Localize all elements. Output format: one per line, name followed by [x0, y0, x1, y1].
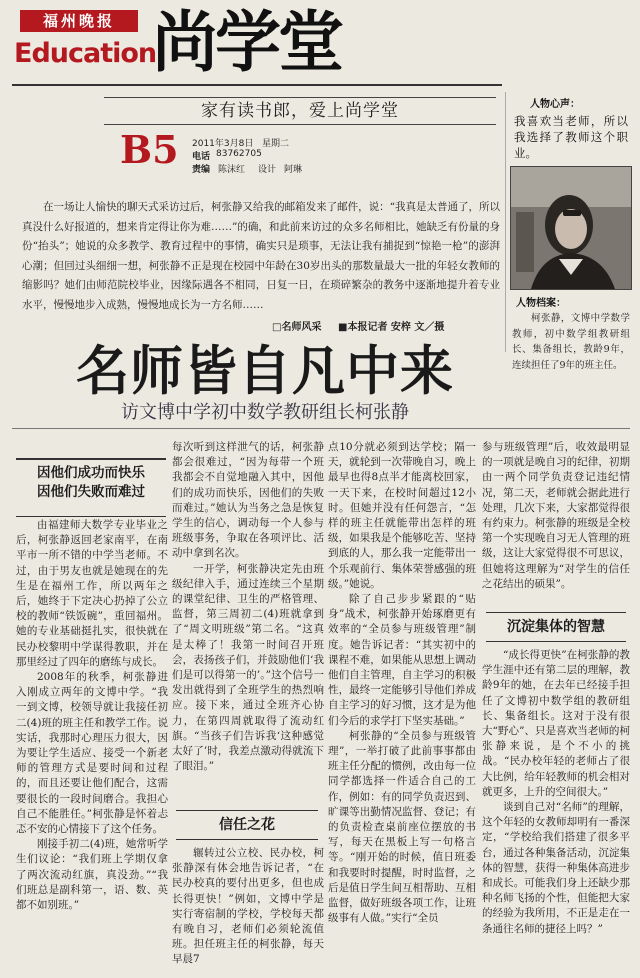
section-title: 尚学堂	[152, 3, 341, 81]
reporter-byline: ■本报记者 安梓 文／摄	[338, 322, 445, 333]
article-column-2b: 辗转过公立校、民办校，柯张静深有体会地告诉记者，“在民办校真的要付出更多，但也成长得更快！”例如，文博中学是实行寄宿制的学校，学校每天都有晚自习，老师们必须轮流值班。担任班主任的柯张静，每天早晨7	[172, 847, 324, 966]
article-column-2: 每次听到这样泄气的话，柯张静都会很难过，“因为每带一个班我都会不自觉地融入其中，因他们的成功而快乐，因他们的失败而难过。”她认为当务之急是恢复学生的信心，调动每一个人参与班级事务，争取在各项评比、活动中拿到名次。 一开学，柯张静决定先由班级纪律入手，通过连续三个星期的课堂纪律、卫生的严格管理、监督，第三周初二(4)班就拿到了“周文明班级”第二名。“这真是太棒了！我第一时间召开班会，表扬孩子们，并鼓励他们‘我们是可以得第一的’。”这个信号一发出就得到了全班学生的热烈响应。接下来，通过全班齐心协力，在第四周就取得了流动红旗。“当孩子们告诉我‘这种感觉太好了’时，我差点激动得就流下了眼泪。”	[172, 441, 324, 773]
section-heading-success: 因他们成功而快乐 因他们失败而难过	[16, 458, 166, 517]
article-column-3: 点10分就必须到达学校；隔一天，就轮到一次带晚自习，晚上最早也得8点半才能离校回家，一天下来，在校时间超过12小时。但她并没有任何怨言，“怎样的班主任就能带出怎样的班级，如果我是个能够吃苦、坚持到底的人，那么我一定能带出一个乐观前行、集体荣誉感强的班级。”她说。 除了自己步步紧跟的“贴身”战术，柯张静开始琢磨更有效率的“全员参与班级管理”制度。她告诉记者：“其实初中的课程不难，如果能从思想上调动他们自主管理，自主学习的积极性，最终一定能够引导他们养成自主学习的好习惯，这才是为他们今后的求学打下坚实基础。” 柯张静的“全员参与班级管理”，一举打破了此前事事都由班主任分配的惯例，改由每一位同学都选择一件适合自己的工作，例如：有的同学负责迟到、旷课等出勤情况监督、登记；有的负责检查桌前座位摆放的书写，每天在黑板上写一句格言等。“刚开始的时候，值日班委和我要时时提醒，时时监督，之后是值日学生间互相帮助、互相监督，做好班级各项工作，让班级事有人做。”实行“全员	[328, 441, 476, 925]
teacher-bio: 柯张静，文博中学数学教师，初中数学组教研组长、集备组长，教龄9年，连续担任了9年的班主任。	[512, 313, 630, 371]
designer-name: 阿琳	[284, 165, 303, 175]
masthead-rule	[12, 84, 502, 86]
issue-date: 2011年3月8日	[192, 139, 254, 149]
section-slogan: 家有读书郎，爱上尚学堂	[104, 97, 496, 125]
section-heading-trust: 信任之花	[176, 810, 318, 840]
intro-paragraph: 在一场让人愉快的聊天式采访过后，柯张静又给我的邮箱发来了邮件，说：“我真是太普通了，所以真没什么好报道的，想来肯定得让你为难……”的确，和此前来访过的众多名师相比，她缺乏有份量的身份“抬头”；她说的众多教学、教育过程中的事情，确实只是琐事，无法让我有捕捉到“惊艳一枪”的澎湃心潮；但回过头细细一想，柯张静不正是现在校园中年龄在30岁出头的那数量最大一批的年轻女教师的缩影吗？她们由师范院校毕业，因缘际遇各不相同，日复一日，在琐碎繁杂的教务中逐渐地提升着专业水平，慢慢地步入成熟，慢慢地成长为一方名师……	[22, 201, 500, 311]
editor-label: 责编	[192, 165, 211, 175]
voice-title: 人物心声：	[530, 99, 580, 110]
newspaper-brand: 福州晚报	[20, 10, 138, 32]
article-headline: 名师皆自凡中来	[76, 340, 454, 402]
teacher-photo	[510, 166, 632, 290]
article-column-4: 参与班级管理”后，收效最明显的一项就是晚自习的纪律，初期由一两个同学负责登记违纪情况，第二天，老师就会据此进行处理，几次下来，大家都觉得很有约束力。柯张静的班级是全校第一个实现晚自习无人管理的班级，这让大家觉得很不可思议，但她将这理解为“对学生的信任之花结出的硕果”。	[482, 441, 630, 590]
issue-weekday: 星期二	[262, 139, 290, 149]
portrait-image	[511, 167, 631, 289]
profile-title: 人物档案：	[516, 298, 566, 309]
phone-label: 电话	[192, 152, 211, 162]
editor-name: 陈沫红	[218, 165, 246, 175]
teacher-quote: 我喜欢当老师，所以我选择了教师这个职业。	[514, 114, 628, 160]
article-column-1: 由福建师大数学专业毕业之后，柯张静返回老家南平，在南平市一所不错的中学当老师。不过，由于男友也就是她现在的先生是在福州工作，所以两年之后，她终于下定决心扔掉了公立校的教师“铁饭碗”，重回福州。她的专业基础挺扎实，很快就在民办校黎明中学谋得教职，并在那里经过了四年的磨练与成长。 2008年的秋季，柯张静进入刚成立两年的文博中学。“我一到文博，校领导就让我接任初二(4)班的班主任和教学工作。说实话，我那时心理压力很大，因为要让学生适应、接受一个新老师的管理方式是要时间和过程的，而且还要让他们配合，这需要很长的一段时间磨合。我担心自己不能胜任。”柯张静是怀着忐忑不安的心情接下了这个任务。 刚接手初二(4)班，她常听学生们议论：“我们班上学期仅拿了两次流动红旗，真没劲。”“我们班总是副科第一，语、数、英都不如别班。”	[16, 519, 168, 912]
article-column-4b: “成长得更快”在柯张静的教学生涯中还有第二层的理解，教龄9年的她，在去年已经接手担任了文博初中数学组的教研组长、集备组长。这对于没有很大“野心”、只是喜欢当老师的柯张静来说，是个不小的挑战。“民办校年轻的老师占了很大比例，给年轻教师的机会相对就更多，上升的空间很大。” 谈到自己对“名师”的理解，这个年轻的女教师却明有一番深定，“学校给我们搭建了很多平台，通过各种集备活动，沉淀集体的智慧，获得一种集体高进步和成长。可能我们身上还缺少那种名师飞扬的个性，但能把大家的经验为我所用，不正是走在一条通往名师的捷径上吗？”	[482, 649, 630, 935]
phone-number: 83762705	[216, 149, 262, 159]
headline-rule	[12, 428, 630, 429]
section-heading-wisdom: 沉淀集体的智慧	[486, 612, 626, 642]
section-edu-label: Education	[14, 38, 157, 69]
page-number: B5	[120, 127, 179, 172]
column-tag: □名师风采	[272, 322, 322, 333]
article-subheadline: 访文博中学初中数学教研组长柯张静	[121, 402, 409, 423]
designer-label: 设计	[258, 165, 277, 175]
